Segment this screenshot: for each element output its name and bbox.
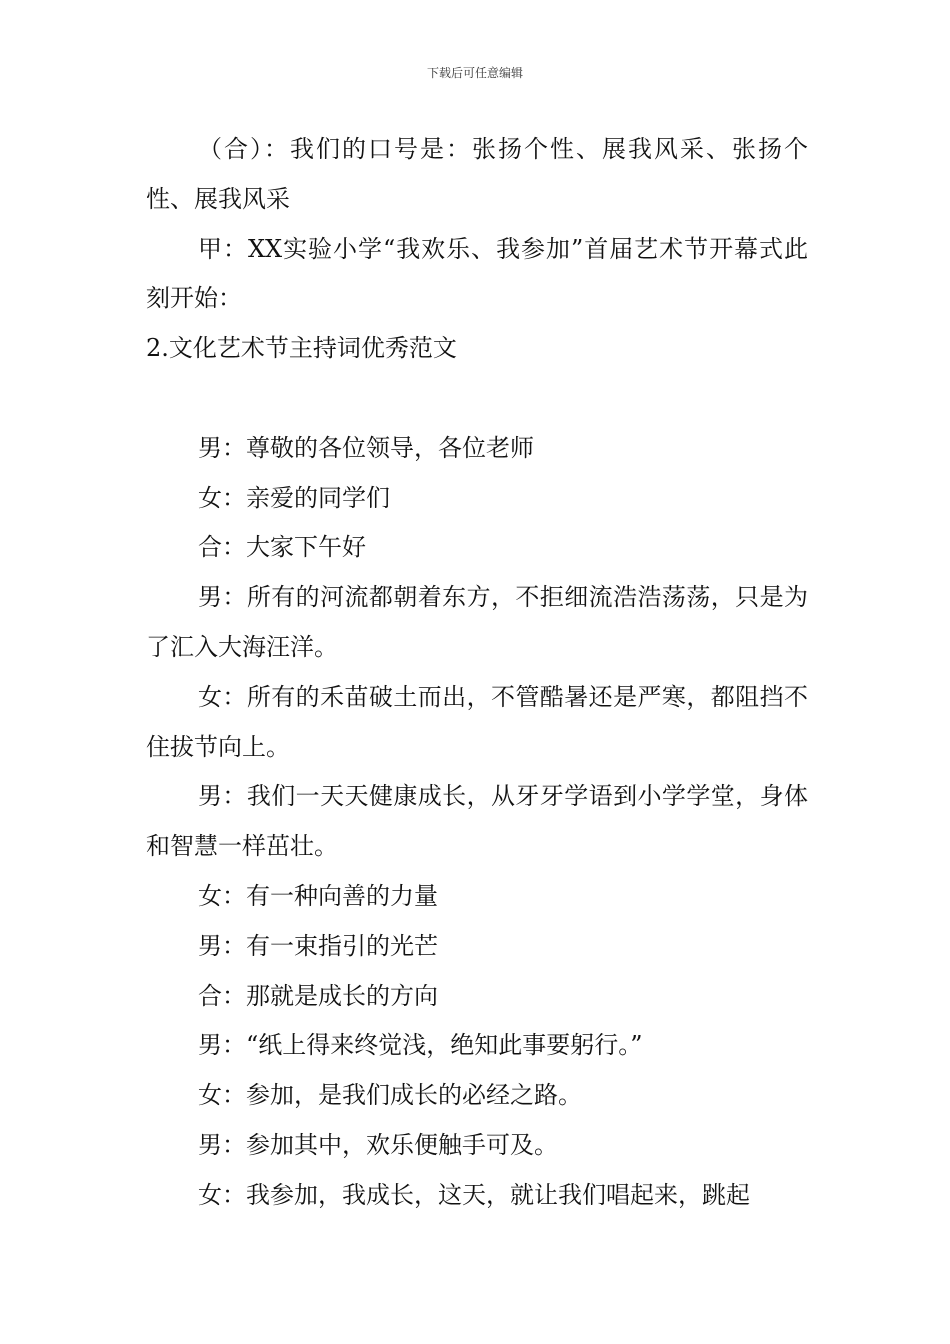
dialogue-line: 女：我参加，我成长，这天，就让我们唱起来，跳起 <box>198 1180 750 1209</box>
paragraph-opening: 甲：XX实验小学“我欢乐、我参加”首届艺术节开幕式此刻开始： <box>146 234 808 313</box>
dialogue-line: 女：有一种向善的力量 <box>198 881 438 910</box>
section-heading: 2.文化艺术节主持词优秀范文 <box>146 334 457 363</box>
dialogue-line: 女：所有的禾苗破土而出，不管酷暑还是严寒，都阻挡不住拔节向上。 <box>146 682 808 761</box>
page-header: 下载后可任意编辑 <box>426 66 523 80</box>
dialogue-line: 女：亲爱的同学们 <box>198 483 390 512</box>
dialogue-line: 男：所有的河流都朝着东方，不拒细流浩浩荡荡，只是为了汇入大海汪洋。 <box>146 583 808 661</box>
dialogue-line: 男：有一束指引的光芒 <box>198 931 438 960</box>
dialogue-line: 女：参加，是我们成长的必经之路。 <box>198 1081 582 1110</box>
document-body <box>146 125 808 1221</box>
dialogue-line: 男：尊敬的各位领导，各位老师 <box>198 433 534 462</box>
blank-line <box>146 374 808 424</box>
dialogue-line: 合：大家下午好 <box>198 533 366 562</box>
dialogue-line: 男：参加其中，欢乐便触手可及。 <box>198 1130 558 1159</box>
dialogue-line: 合：那就是成长的方向 <box>198 981 438 1010</box>
dialogue-line: 男：我们一天天健康成长，从牙牙学语到小学学堂，身体和智慧一样茁壮。 <box>146 782 808 861</box>
paragraph-slogan: （合）：我们的口号是：张扬个性、展我风采、张扬个性、展我风采 <box>146 135 808 213</box>
dialogue-line: 男：“纸上得来终觉浅，绝知此事要躬行。” <box>198 1031 643 1060</box>
